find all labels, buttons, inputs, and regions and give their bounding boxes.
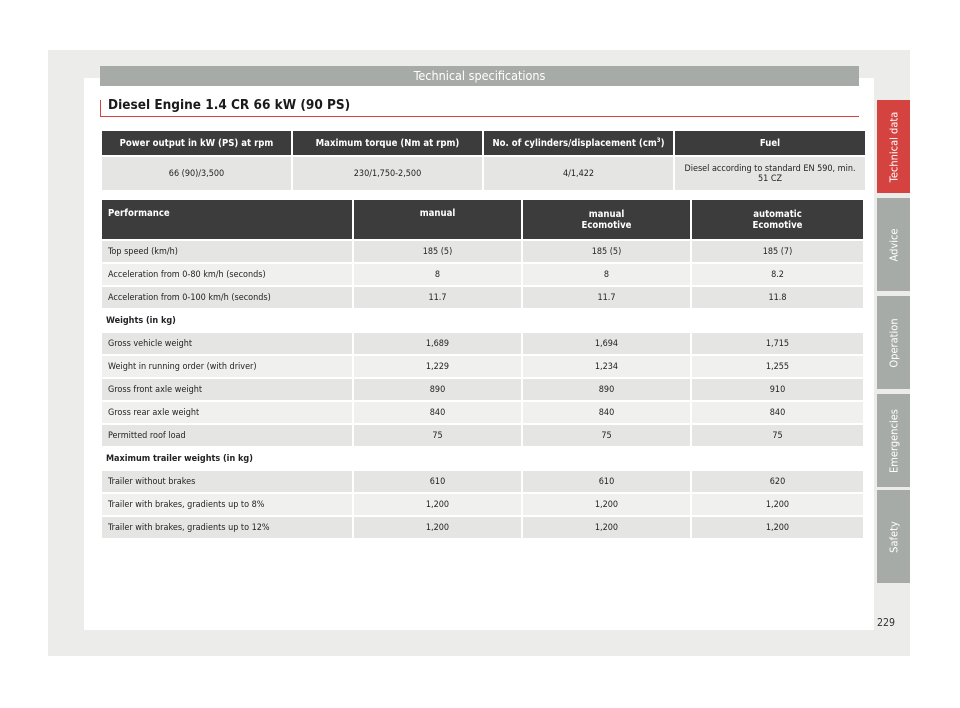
- page-number: 229: [877, 617, 896, 629]
- table-row: [102, 494, 863, 515]
- section-row-trailer: [102, 448, 863, 469]
- tab-label: Advice: [887, 228, 900, 261]
- cell-manual-ecomotive: 1,200: [523, 494, 690, 515]
- table-row: [102, 287, 863, 308]
- row-label: Trailer with brakes, gradients up to 8%: [102, 494, 352, 515]
- row-label: Trailer without brakes: [102, 471, 352, 492]
- performance-table: [100, 198, 865, 540]
- row-label: Gross vehicle weight: [102, 333, 352, 354]
- header-automatic-line1: automatic: [753, 208, 802, 220]
- table-row: [102, 356, 863, 377]
- header-manual-2-line1: manual: [588, 208, 625, 220]
- performance-header-row: [102, 200, 863, 239]
- header-cylinders-sup: 3: [656, 136, 661, 144]
- cell-automatic-ecomotive: 185 (7): [692, 241, 863, 262]
- table-row: [102, 241, 863, 262]
- cell-manual-ecomotive: 8: [523, 264, 690, 285]
- row-label: Acceleration from 0-100 km/h (seconds): [102, 287, 352, 308]
- header-max-torque: Maximum torque (Nm at rpm): [293, 131, 482, 155]
- title-underline: [100, 116, 859, 117]
- row-label: Top speed (km/h): [102, 241, 352, 262]
- header-cylinders-close: ): [660, 138, 665, 150]
- cell-manual-ecomotive: 1,694: [523, 333, 690, 354]
- table-row: [102, 402, 863, 423]
- cell-manual: 75: [354, 425, 521, 446]
- table-row: [102, 471, 863, 492]
- row-label: Weight in running order (with driver): [102, 356, 352, 377]
- tab-label: Emergencies: [887, 408, 900, 473]
- cell-automatic-ecomotive: 1,200: [692, 494, 863, 515]
- cell-manual: 1,689: [354, 333, 521, 354]
- header-manual: manual: [354, 200, 521, 239]
- tab-emergencies[interactable]: [877, 394, 910, 487]
- tab-advice[interactable]: [877, 198, 910, 291]
- cell-manual: 890: [354, 379, 521, 400]
- engine-spec-header-row: [102, 131, 865, 155]
- header-cylinders-displacement: [484, 131, 673, 155]
- page-title: Diesel Engine 1.4 CR 66 kW (90 PS): [108, 97, 351, 113]
- power-output-value: 66 (90)/3,500: [102, 157, 291, 190]
- cell-manual-ecomotive: 11.7: [523, 287, 690, 308]
- header-automatic-ecomotive: [692, 200, 863, 239]
- cell-manual-ecomotive: 75: [523, 425, 690, 446]
- row-label: Gross rear axle weight: [102, 402, 352, 423]
- table-row: [102, 333, 863, 354]
- engine-spec-row: [102, 157, 865, 190]
- engine-spec-table: [100, 129, 867, 192]
- cell-manual: 8: [354, 264, 521, 285]
- tab-operation[interactable]: [877, 296, 910, 389]
- header-automatic-line2: Ecomotive: [752, 219, 803, 231]
- table-row: [102, 517, 863, 538]
- row-label: Acceleration from 0-80 km/h (seconds): [102, 264, 352, 285]
- tab-label: Technical data: [887, 111, 900, 182]
- row-label: Trailer with brakes, gradients up to 12%: [102, 517, 352, 538]
- section-label: Weights (in kg): [102, 310, 863, 331]
- row-label: Permitted roof load: [102, 425, 352, 446]
- header-manual-2-line2: Ecomotive: [581, 219, 632, 231]
- table-row: [102, 264, 863, 285]
- section-label: Maximum trailer weights (in kg): [102, 448, 863, 469]
- tab-label: Operation: [887, 317, 900, 368]
- cell-manual: 1,229: [354, 356, 521, 377]
- header-performance: Performance: [102, 200, 352, 239]
- header-power-output: Power output in kW (PS) at rpm: [102, 131, 291, 155]
- cell-automatic-ecomotive: 840: [692, 402, 863, 423]
- cell-manual-ecomotive: 610: [523, 471, 690, 492]
- row-label: Gross front axle weight: [102, 379, 352, 400]
- header-manual-ecomotive: [523, 200, 690, 239]
- header-cylinders-text: No. of cylinders/displacement (cm: [492, 138, 657, 150]
- cell-automatic-ecomotive: 1,255: [692, 356, 863, 377]
- cell-automatic-ecomotive: 11.8: [692, 287, 863, 308]
- tab-label: Safety: [887, 520, 900, 553]
- cell-manual: 185 (5): [354, 241, 521, 262]
- table-row: [102, 425, 863, 446]
- fuel-value: Diesel according to standard EN 590, min. 51 CZ: [675, 157, 865, 190]
- cell-manual-ecomotive: 1,234: [523, 356, 690, 377]
- cell-automatic-ecomotive: 75: [692, 425, 863, 446]
- cell-manual: 1,200: [354, 494, 521, 515]
- cell-automatic-ecomotive: 1,715: [692, 333, 863, 354]
- cell-manual: 11.7: [354, 287, 521, 308]
- cell-automatic-ecomotive: 8.2: [692, 264, 863, 285]
- cell-manual: 840: [354, 402, 521, 423]
- tab-technical-data[interactable]: [877, 100, 910, 193]
- cell-manual-ecomotive: 1,200: [523, 517, 690, 538]
- tab-safety[interactable]: [877, 490, 910, 583]
- section-header: Technical specifications: [100, 66, 859, 86]
- title-accent-mark: [100, 100, 101, 116]
- cylinders-displacement-value: 4/1,422: [484, 157, 673, 190]
- cell-manual: 610: [354, 471, 521, 492]
- header-fuel: Fuel: [675, 131, 865, 155]
- cell-automatic-ecomotive: 910: [692, 379, 863, 400]
- table-row: [102, 379, 863, 400]
- max-torque-value: 230/1,750-2,500: [293, 157, 482, 190]
- cell-automatic-ecomotive: 620: [692, 471, 863, 492]
- cell-manual-ecomotive: 890: [523, 379, 690, 400]
- cell-manual-ecomotive: 840: [523, 402, 690, 423]
- cell-manual-ecomotive: 185 (5): [523, 241, 690, 262]
- cell-automatic-ecomotive: 1,200: [692, 517, 863, 538]
- cell-manual: 1,200: [354, 517, 521, 538]
- section-row-weights: [102, 310, 863, 331]
